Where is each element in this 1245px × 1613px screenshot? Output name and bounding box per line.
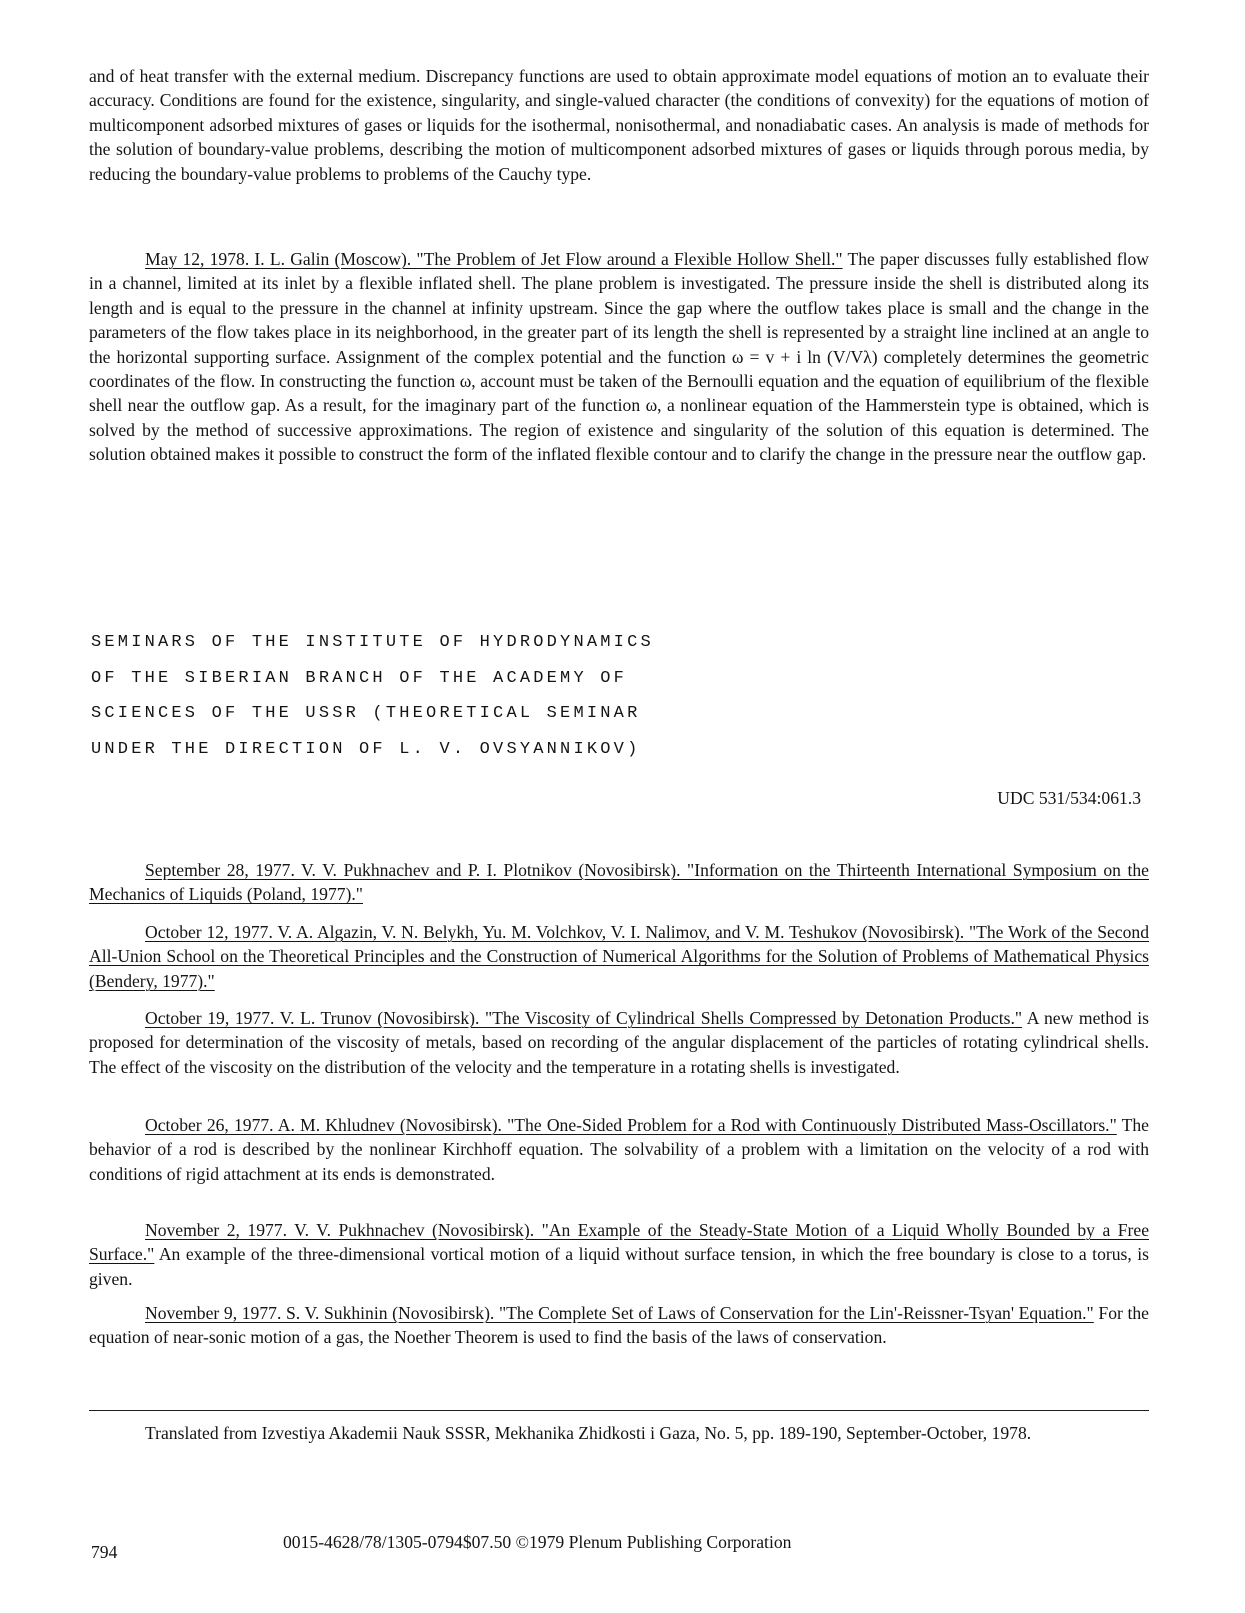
- seminar-entry-header: November 9, 1977. S. V. Sukhinin (Novosibirsk). "The Complete Set of Laws of Conservation for the Lin'-Reissner-Tsyan' Equation.": [145, 1303, 1094, 1323]
- footnote-divider: [89, 1410, 1149, 1411]
- seminar-entry: [89, 1301, 1149, 1350]
- udc-code: UDC 531/534:061.3: [997, 788, 1141, 808]
- seminar-entry-header: October 19, 1977. V. L. Trunov (Novosibirsk). "The Viscosity of Cylindrical Shells Compressed by Detonation Products.": [145, 1008, 1023, 1028]
- seminar-entry-header: November 2, 1977. V. V. Pukhnachev (Novosibirsk). "An Example of the Steady-State Motion of a Liquid Wholly Bounded by a Free Surface.": [89, 1220, 1149, 1265]
- section-heading-line-4: UNDER THE DIRECTION OF L. V. OVSYANNIKOV): [91, 739, 641, 759]
- section-heading-line-2: OF THE SIBERIAN BRANCH OF THE ACADEMY OF: [91, 668, 628, 688]
- seminar-entry-body: For the equation of near-sonic motion of a gas, the Noether Theorem is used to find the basis of the laws of conservation.: [89, 1303, 1149, 1348]
- seminar-entry: [89, 858, 1149, 907]
- abstract-text: and of heat transfer with the external medium. Discrepancy functions are used to obtain approximate model equations of motion an to evaluate their accuracy. Conditions are found for the existence, singularity, and single-valued character (the conditions of convexity) for the equations of motion of multicomponent adsorbed mixtures of gases or liquids for the isothermal, nonisothermal, and nonadiabatic cases. An analysis is made of methods for the solution of boundary-value problems, describing the motion of multicomponent adsorbed mixtures of gases or liquids through porous media, by reducing the boundary-value problems to problems of the Cauchy type.: [89, 66, 1149, 184]
- seminar-entry-header: October 26, 1977. A. M. Khludnev (Novosibirsk). "The One-Sided Problem for a Rod with Continuously Distributed Mass-Oscillators.": [145, 1115, 1117, 1135]
- seminar-entry: [89, 1218, 1149, 1291]
- translation-note-text: Translated from Izvestiya Akademii Nauk SSSR, Mekhanika Zhidkosti i Gaza, No. 5, pp. 189-190, September-October, 1978.: [145, 1423, 1032, 1443]
- seminar-entry: [89, 1006, 1149, 1079]
- section-heading: [91, 625, 871, 767]
- galin-entry: [89, 247, 1149, 467]
- translation-note: [89, 1421, 1149, 1445]
- seminar-entry: [89, 1113, 1149, 1186]
- seminar-entry-body: An example of the three-dimensional vortical motion of a liquid without surface tension, in which the free boundary is close to a torus, is given.: [89, 1244, 1149, 1289]
- section-heading-line-3: SCIENCES OF THE USSR (THEORETICAL SEMINAR: [91, 704, 641, 723]
- seminar-entry-header: September 28, 1977. V. V. Pukhnachev and P. I. Plotnikov (Novosibirsk). "Information on the Thirteenth International Symposium on the Mechanics of Liquids (Poland, 1977).": [89, 860, 1149, 905]
- galin-entry-header: May 12, 1978. I. L. Galin (Moscow). "The Problem of Jet Flow around a Flexible Hollow Shell.": [145, 249, 843, 269]
- copyright-line: 0015-4628/78/1305-0794$07.50 ©1979 Plenum Publishing Corporation: [283, 1532, 792, 1552]
- page-number: 794: [91, 1542, 118, 1562]
- abstract-continuation: [89, 64, 1149, 186]
- seminar-entry: [89, 920, 1149, 993]
- galin-entry-body: The paper discusses fully established flow in a channel, limited at its inlet by a flexible inflated shell. The plane problem is investigated. The pressure inside the shell is distributed along its length and is equal to the pressure in the channel at infinity upstream. Since the gap where the outflow takes place is small and the change in the parameters of the flow takes place in its neighborhood, in the greater part of its length the shell is represented by a straight line inclined at an angle to the horizontal supporting surface. Assignment of the complex potential and the function ω = v + i ln (V/Vλ) completely determines the geometric coordinates of the flow. In constructing the function ω, account must be taken of the Bernoulli equation and the equation of equilibrium of the flexible shell near the outflow gap. As a result, for the imaginary part of the function ω, a nonlinear equation of the Hammerstein type is obtained, which is solved by the method of successive approximations. The region of existence and singularity of the solution of this equation is determined. The solution obtained makes it possible to construct the form of the inflated flexible contour and to clarify the change in the pressure near the outflow gap.: [89, 249, 1149, 465]
- seminar-entry-header: October 12, 1977. V. A. Algazin, V. N. Belykh, Yu. M. Volchkov, V. I. Nalimov, and V. M. Teshukov (Novosibirsk). "The Work of the Second All-Union School on the Theoretical Principles and the Construction of Numerical Algorithms for the Solution of Problems of Mathematical Physics (Bendery, 1977).": [89, 922, 1149, 991]
- seminar-entry-body: A new method is proposed for determination of the viscosity of metals, based on recording of the angular displacement of the particles of rotating cylindrical shells. The effect of the viscosity on the distribution of the velocity and the temperature in a rotating shells is investigated.: [89, 1008, 1150, 1077]
- section-heading-line-1: SEMINARS OF THE INSTITUTE OF HYDRODYNAMICS: [91, 633, 654, 652]
- seminar-entry-body: The behavior of a rod is described by the nonlinear Kirchhoff equation. The solvability of a problem with a limitation on the velocity of a rod with conditions of rigid attachment at its ends is demonstrated.: [89, 1115, 1149, 1184]
